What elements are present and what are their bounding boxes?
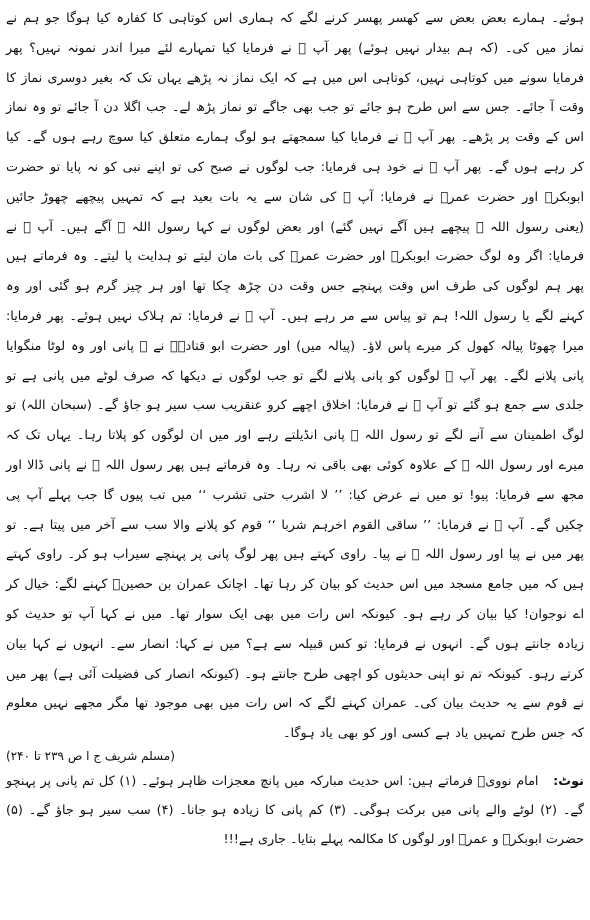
note-block (6, 767, 584, 854)
source-reference: (مسلم شریف ج ا ص ۲۳۹ تا ۲۴۰) (6, 748, 175, 763)
note-label: نوٹ: (553, 773, 584, 789)
hadith-paragraph: ہوئے۔ ہمارے بعض بعض سے کھسر پھسر کرنے لگے کہ ہماری اس کوتاہی کا کفارہ کیا ہوگا جو ہم نے نماز میں کی۔ (کہ ہم بیدار نہیں ہوئے) پھر آپ ﷺ نے فرمایا کیا تمہارے لئے میرا اندر نمونہ نہیں؟ پھر فرمایا سونے میں کوتاہی نہیں، کوتاہی اس میں ہے کہ ایک نماز نہ پڑھے یہاں تک کہ بغیر دوسری نماز کا وقت آ جائے۔ جس سے اس طرح ہو جائے تو جب بھی جاگے تو نماز پڑھ لے۔ جب اگلا دن آ جائے تو وہ نماز اس کے وقت پر پڑھے۔ پھر آپ ﷺ نے فرمایا کیا سمجھتے ہو لوگ ہمارے متعلق کیا سوچ رہے ہوں گے۔ کیا کر رہے ہوں گے۔ پھر آپ ﷺ نے خود ہی فرمایا: جب لوگوں نے صبح کی تو اپنے نبی کو نہ پایا تو حضرت ابوبکرؓ اور حضرت عمرؓ نے فرمایا: آپ ﷺ کی شان سے یہ بات بعید ہے کہ تمہیں پیچھے چھوڑ جائیں (یعنی رسول اللہ ﷺ پیچھے ہیں آگے نہیں گئے) اور بعض لوگوں نے کہا رسول اللہ ﷺ آگے ہیں۔ آپ ﷺ نے فرمایا: اگر وہ لوگ حضرت ابوبکرؓ اور حضرت عمرؓ کی بات مان لیتے تو ہدایت پا لیتے۔ وہ فرماتے ہیں پھر ہم لوگوں کی طرف اس وقت پہنچے جس وقت دن چڑھ چکا تھا اور ہر چیز گرم ہو گئی اور وہ کہنے لگے یا رسول اللہ! ہم تو پیاس سے مر رہے ہیں۔ آپ ﷺ نے فرمایا: تم ہلاک نہیں ہوئے۔ پھر فرمایا: میرا چھوٹا پیالہ کھول کر میرے پاس لاؤ۔ (پیالہ میں) اور حضرت ابو قتادہؓ نے ﷺ پانی اور وہ لوٹا منگوایا پانی پلانے لگے۔ پھر آپ ﷺ لوگوں کو پانی پلانے لگے تو جب لوگوں نے دیکھا کہ صرف لوٹے میں پانی ہے تو جلدی سے جمع ہو گئے تو آپ ﷺ نے فرمایا: اخلاق اچھے کرو عنقریب سب سیر ہو جاؤ گے۔ (سبحان اللہ) تو لوگ اطمینان سے آنے لگے تو رسول اللہ ﷺ پانی انڈیلتے رہے اور میں ان لوگوں کو پلاتا رہا۔ یہاں تک کہ میرے اور رسول اللہ ﷺ کے علاوہ کوئی بھی باقی نہ رہا۔ وہ فرماتے ہیں پھر رسول اللہ ﷺ نے پانی ڈالا اور مجھ سے فرمایا: پیو! تو میں نے عرض کیا: ’’ لا اشرب حتی تشرب ‘‘ میں تب پیوں گا جب پہلے آپ پی چکیں گے۔ آپ ﷺ نے فرمایا: ’’ ساقی القوم اخرہم شربا ‘‘ قوم کو پلانے والا سب سے آخر میں پیتا ہے۔ تو پھر میں نے پیا اور رسول اللہ ﷺ نے پیا۔ راوی کہتے ہیں پھر لوگ پانی پر پہنچے سیراب ہو کر۔ راوی کہتے ہیں کہ میں جامع مسجد میں اس حدیث کو بیان کر رہا تھا۔ اچانک عمران بن حصینؓ کہنے لگے: خیال کر اے نوجوان! کیا بیان کر رہے ہو۔ کیونکہ اس رات میں بھی ایک سوار تھا۔ میں نے کہا آپ تو حدیث کو زیادہ جانتے ہوں گے۔ انہوں نے فرمایا: تو کس قبیلہ سے ہے؟ میں نے کہا: انصار سے۔ انہوں نے کہا بیان کرتے رہو۔ کیونکہ تم تو اپنی حدیثوں کو اچھی طرح جانتے ہو۔ (کیونکہ انصار کی فضیلت آئی ہے) پھر میں نے قوم سے یہ حدیث بیان کی۔ عمران کہنے لگے کہ اس رات میں بھی موجود تھا مگر مجھے نہیں معلوم کہ جس طرح تمہیں یاد ہے کسی اور کو بھی یاد ہوگا۔ (6, 11, 584, 742)
note-text: امام نوویؒ فرماتے ہیں: اس حدیث مبارکہ میں پانچ معجزات ظاہر ہوئے۔ (۱) کل تم پانی پر پہنچو گے۔ (۲) لوٹے والے پانی میں برکت ہوگی۔ (۳) کم پانی کا زیادہ ہو جانا۔ (۴) سب سیر ہو جاؤ گے۔ (۵) حضرت ابوبکرؓ و عمرؓ اور لوگوں کا مکالمہ پہلے بتایا۔ جاری ہے!!! (6, 773, 584, 847)
hadith-text-block (6, 4, 584, 749)
